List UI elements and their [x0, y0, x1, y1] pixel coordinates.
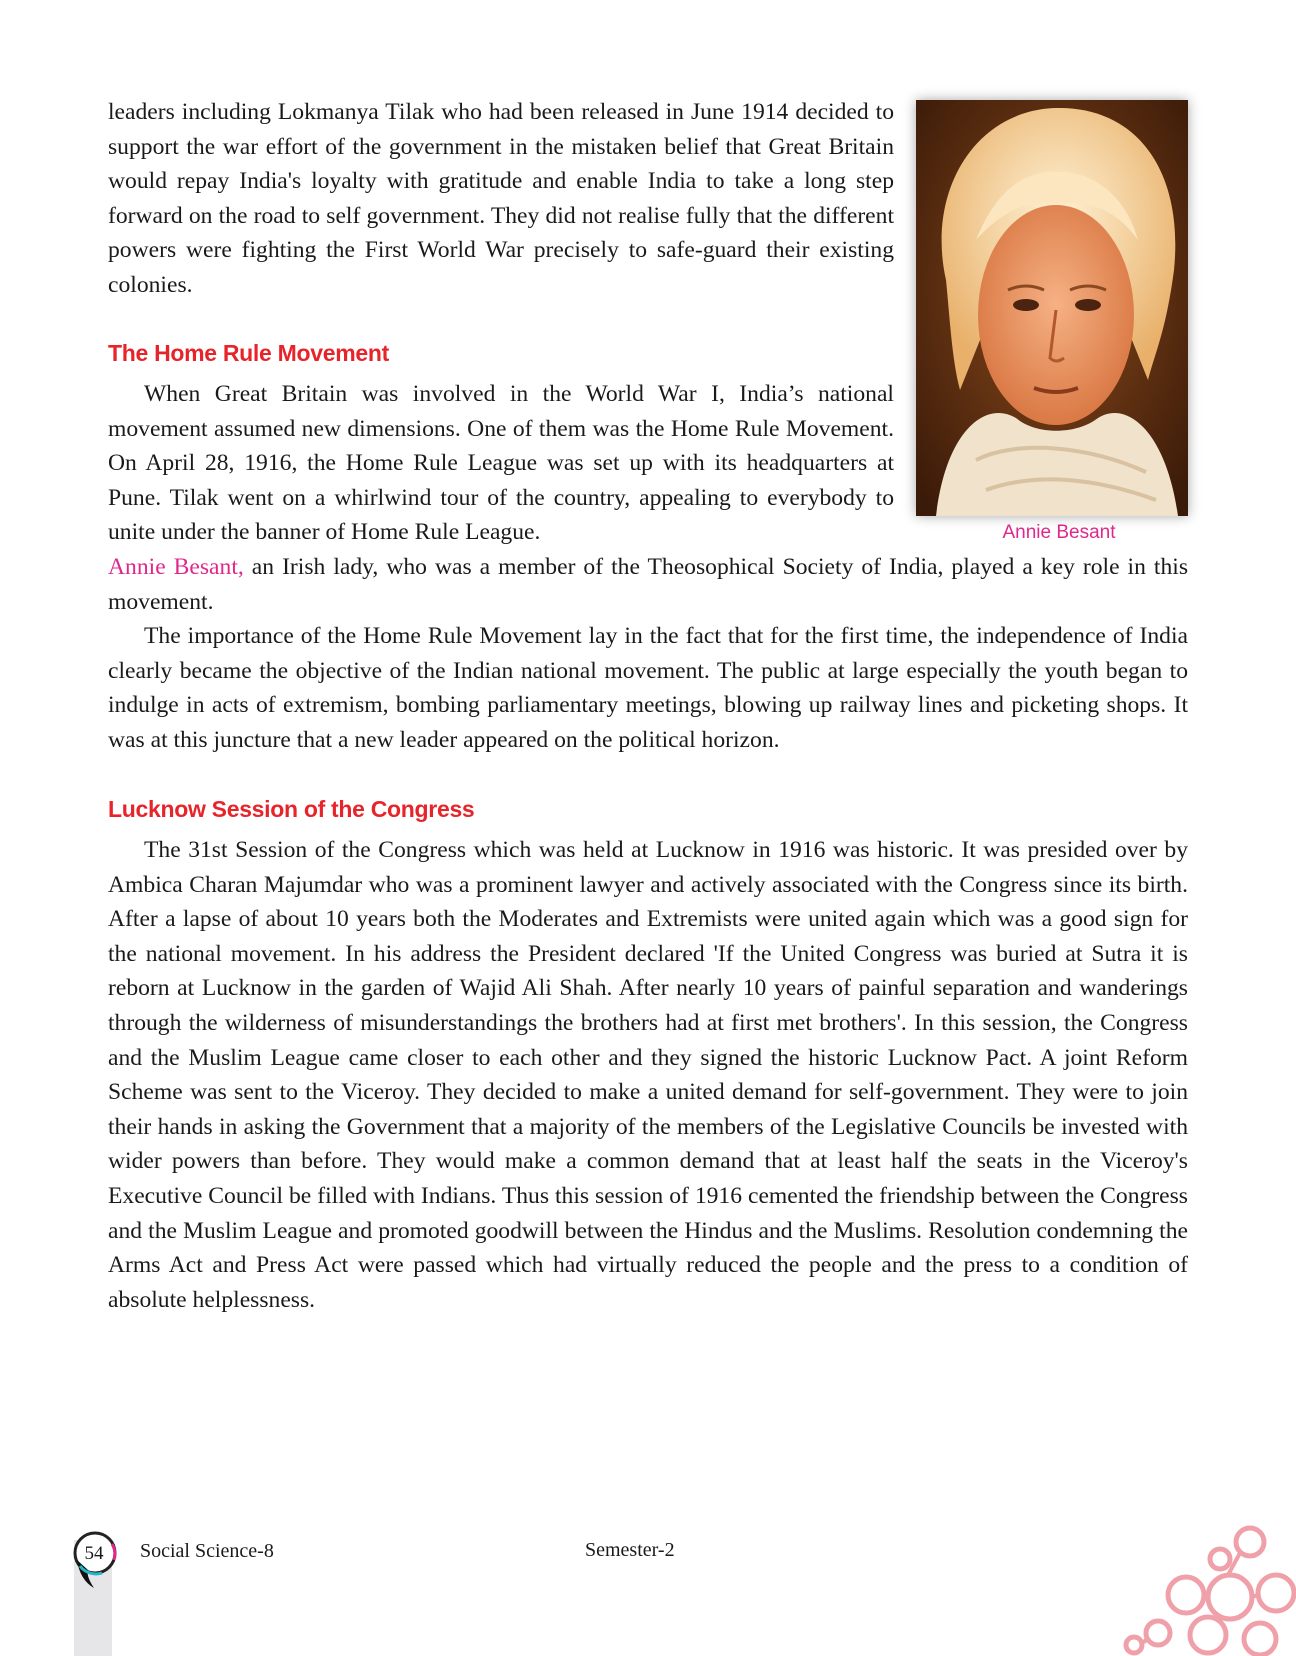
book-title: Social Science-8 [140, 1540, 274, 1562]
page-number: 54 [84, 1543, 104, 1564]
lucknow-paragraph: The 31st Session of the Congress which was held at Lucknow in 1916 was historic. It was presided over by Ambica Charan Majumdar who was a prominent lawyer and actively associated with the Congress since its birth. After a lapse of about 10 years both the Moderates and Extremists were united again which was a good sign for the national movement. In his address the President declared 'If the United Congress was buried at Sutra it is reborn at Lucknow in the garden of Wajid Ali Shah. After nearly 10 years of painful separation and wanderings through the wilderness of misunderstandings the brothers had at first met brothers'. In this session, the Congress and the Muslim League came closer to each other and they signed the historic Lucknow Pact. A joint Reform Scheme was sent to the Viceroy. They decided to make a united demand for self-government. They were to join their hands in asking the Government that a majority of the members of the Legislative Councils be invested with wider powers than before. They would make a common demand that at least half the seats in the Viceroy's Executive Council be filled with Indians. Thus this session of 1916 cemented the friendship between the Congress and the Muslim League and promoted goodwill between the Hindus and the Muslims. Resolution condemning the Arms Act and Press Act were passed which had virtually reduced the people and the press to a condition of absolute helplessness. [108, 837, 1188, 1313]
annie-besant-highlight: Annie Besant, [108, 554, 244, 580]
portrait-figure [916, 100, 1188, 544]
intro-paragraph: leaders including Lokmanya Tilak who had been released in June 1914 decided to support the war effort of the government in the mistaken belief that Great Britain would repay India's loyalty with gratitude and enable India to take a long step forward on the road to self government. They did not realise fully that the different powers were fighting the First World War precisely to safe-guard their existing colonies. [108, 99, 894, 298]
home-rule-paragraph-1-top [108, 377, 894, 550]
semester-label: Semester-2 [585, 1539, 675, 1561]
decorative-circles [1120, 1515, 1296, 1656]
home-rule-paragraph-2: The importance of the Home Rule Movement lay in the fact that for the first time, the independence of India clearly became the objective of the Indian national movement. The public at large especially the youth began to indulge in acts of extremism, bombing parliamentary meetings, blowing up railway lines and picketing shops. It was at this juncture that a new leader appeared on the political horizon. [108, 623, 1188, 753]
home-rule-paragraph-1-end: an Irish lady, who was a member of the Theosophical Society of India, played a key role in this movement. [108, 554, 1189, 615]
heading-home-rule-movement: The Home Rule Movement [108, 340, 389, 366]
annie-besant-portrait [916, 100, 1188, 516]
home-rule-paragraph-1-continued [108, 550, 1188, 619]
home-rule-paragraph-1 [108, 377, 894, 550]
portrait-caption: Annie Besant [1002, 522, 1116, 543]
heading-lucknow-session: Lucknow Session of the Congress [108, 796, 475, 822]
home-rule-paragraph-1-lead: When Great Britain was involved in the World War I, India’s national movement assumed new dimensions. One of them was the Home Rule Movement. On April 28, 1916, the Home Rule League was set up with its headquarters at Pune. Tilak went on a whirlwind tour of the country, appealing to everybody to unite under the banner of Home Rule League. [108, 381, 894, 546]
home-rule-paragraph-1-tail [108, 550, 1188, 619]
